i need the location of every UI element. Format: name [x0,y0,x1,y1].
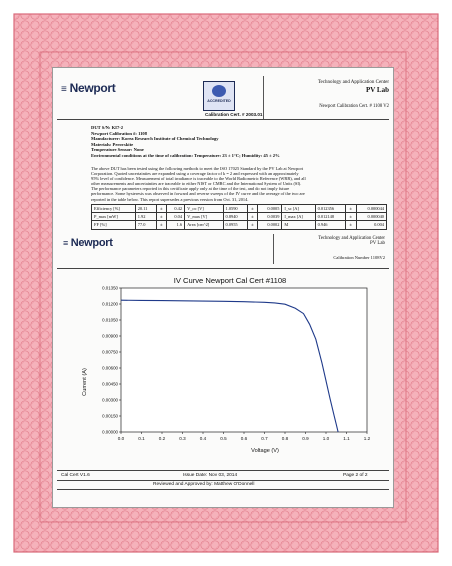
x-tick-label: 1.2 [363,436,371,441]
results-cell: Efficiency [%] [92,205,136,213]
center-title: Technology and Application Center [317,80,389,85]
x-tick-label: 0.6 [240,436,248,441]
results-cell: 0.42 [167,205,185,213]
footer-rule-mid [57,480,389,481]
y-tick-label: 0.00600 [102,365,118,371]
results-cell: ± [346,221,357,229]
header-right [265,80,389,109]
certificate-page [52,67,394,508]
results-row [92,221,387,229]
y-tick-label: 0.01350 [102,285,118,291]
x-tick-label: 0.5 [220,436,227,441]
results-cell: 0.000040 [356,213,387,221]
results-cell: Area [cm^2] [185,221,223,229]
chart-header-divider [273,234,274,264]
materials: Materials: Perovskite [91,141,134,147]
cert-number: Newport Calibration Cert. # 1108 V2 [319,104,389,109]
results-cell: ± [156,213,167,221]
results-cell: V_max [V] [185,213,223,221]
y-tick-label: 0.01200 [102,301,118,307]
y-tick-label: 0.00000 [102,429,118,435]
results-cell: 0.8940 [223,213,247,221]
statement-line: The performance parameters reported in this certificate apply only at the time of the test, and do not imply future [91,186,290,192]
statement-line: performance. Some hysteresis was observed in forward and reverse sweeps of the IV curve and the average of the two are [91,191,305,197]
results-cell: ± [247,213,258,221]
x-tick-label: 0.7 [261,436,268,441]
footer-page: Page 2 of 2 [343,473,368,478]
chart-newport-swirl-icon: ≡ [63,238,68,248]
results-cell: 0.004 [356,221,387,229]
x-tick-label: 0.3 [179,436,186,441]
footer-reviewer: Reviewed and Approved by: Matthew O'Donnell [153,482,255,487]
results-cell: 0.000044 [356,205,387,213]
calibration-cert-badge: Calibration Cert. # 2003.01 [205,112,263,117]
results-cell: 1.6 [167,221,185,229]
x-tick-label: 0.1 [138,436,145,441]
statement-line: Corporation. Quoted uncertainties are expanded using a coverage factor of k = 2 and expressed with an approximately [91,171,299,177]
plot-area [121,288,367,432]
chart-header-right [275,236,385,260]
chart-lab-name: PV Lab [370,241,385,246]
environment-conditions: Environmental conditions at the time of calibration: Temperature: 23 ± 1°C; Humidity: 45 ± 2% [91,152,280,158]
y-tick-label: 0.01050 [102,317,118,323]
results-cell: V_oc [V] [185,205,223,213]
results-cell: 0.0002 [258,221,282,229]
results-cell: 0.012148 [315,213,345,221]
footer-rule-bottom [57,489,389,490]
test-statement [91,166,387,202]
chart-ylabel: Current (A) [82,368,88,396]
lab-name: PV Lab [365,86,389,94]
results-cell: 77.0 [135,221,156,229]
results-cell: 0.012356 [315,205,345,213]
chart-title: IV Curve Newport Cal Cert #1108 [173,276,287,285]
dut-serial: DUT S/N: KI7-2 [91,125,124,130]
statement-line: reported in the table below. This report supersedes a previous version from Oct. 31, 2014. [91,196,249,202]
newport-swirl-icon: ≡ [61,84,67,95]
results-cell: 1.0590 [223,205,247,213]
chart-header-rule [57,268,389,269]
calibration-number: Newport Calibration #: 1108 [91,130,148,136]
results-cell: 20.11 [135,205,156,213]
footer-issue-date: Issue Date: Nov 03, 2014 [183,473,238,478]
results-cell: 1.92 [135,213,156,221]
x-tick-label: 0.4 [199,436,207,441]
x-tick-label: 0.8 [281,436,289,441]
results-row [92,213,387,221]
results-cell: ± [247,221,258,229]
y-tick-label: 0.00150 [102,413,118,419]
results-cell: FF [%] [92,221,136,229]
x-tick-label: 1.0 [322,436,330,441]
iv-curve-chart [75,274,375,454]
y-tick-label: 0.00300 [102,397,118,403]
results-cell: 0.946 [315,221,345,229]
footer-version: Cal Cert V1.6 [61,473,90,478]
results-cell: I_sc [A] [282,205,315,213]
dut-info [91,125,381,159]
results-cell: I_max [A] [282,213,315,221]
chart-xlabel: Voltage (V) [251,448,279,454]
seal-icon [212,85,226,97]
y-tick-label: 0.00750 [102,349,118,355]
x-tick-label: 0.2 [158,436,166,441]
accredited-label: ACCREDITED [207,99,231,103]
footer-rule-top [57,470,389,471]
statement-line: The above DUT has been tested using the following methods to meet the ISO 17025 Standard by the PV Lab at Newport [91,166,304,171]
results-cell: P_max [mW] [92,213,136,221]
accreditation-seal [203,81,235,111]
manufacturer: Manufacturer: Korea Research Institute of Chemical Technology [91,136,219,142]
chart-cal-number: Calibration Number 1108V2 [333,255,385,260]
results-cell: ± [156,221,167,229]
results-row [92,205,387,213]
results-cell: ± [156,205,167,213]
x-tick-label: 1.1 [343,436,350,441]
temperature-sensor: Temperature Sensor: None [91,147,144,153]
results-cell: ± [247,205,258,213]
statement-line: 95% level of confidence. Measurement of total irradiance is traceable to the World Radiometric Reference (WRR), and all [91,176,306,182]
results-cell: 0.0955 [223,221,247,229]
y-tick-label: 0.00900 [102,333,118,339]
header-divider [263,76,264,120]
results-table [91,204,387,230]
header-rule [57,119,389,120]
y-tick-label: 0.00450 [102,381,118,387]
chart-newport-logo: ≡ Newport [63,237,113,249]
newport-logo: ≡ Newport [61,81,116,95]
statement-line: other measurements and uncertainties are traceable to either NIST or CMRC and the International System of Units (SI). [91,181,302,187]
results-cell: M [282,221,315,229]
results-cell: 0.04 [167,213,185,221]
x-tick-label: 0.0 [117,436,125,441]
results-cell: 0.0005 [258,205,282,213]
chart-center-title: Technology and Application Center [318,236,385,241]
results-cell: 0.0039 [258,213,282,221]
x-tick-label: 0.9 [302,436,309,441]
results-cell: ± [346,205,357,213]
results-cell: ± [346,213,357,221]
